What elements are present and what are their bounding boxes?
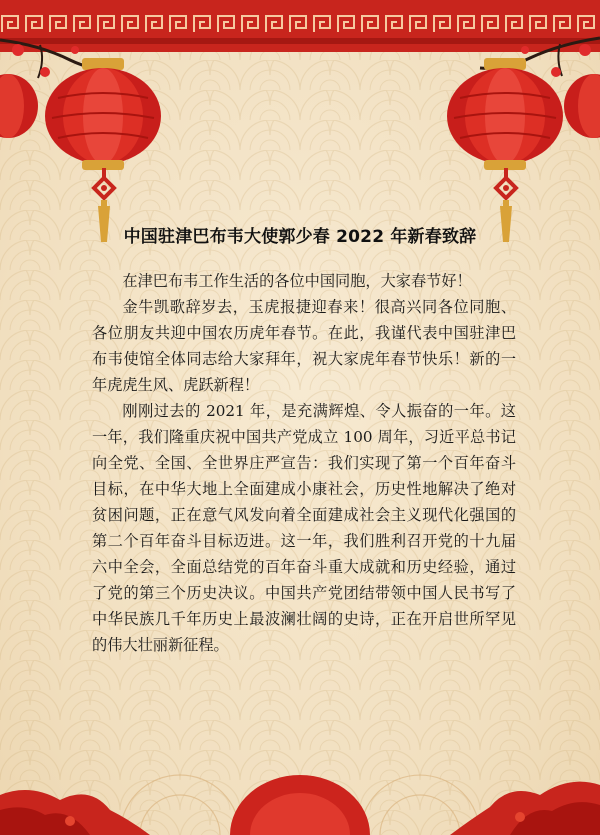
- paragraph: 金牛凯歌辞岁去，玉虎报捷迎春来！很高兴同各位同胞、各位朋友共迎中国农历虎年春节。在此，我谨代表中国驻津巴布韦使馆全体同志给大家拜年，祝大家虎年春节快乐！新的一年虎虎生风、虎跃新程！: [92, 298, 516, 394]
- paragraph: 刚刚过去的 2021 年，是充满辉煌、令人振奋的一年。这一年，我们隆重庆祝中国共产党成立 100 周年，习近平总书记向全党、全国、全世界庄严宣告：我们实现了第一个百年奋斗目标，在中华大地上全面建成小康社会，历史性地解决了绝对贫困问题，正在意气风发向着全面建成社会主义现代化强国的第二个百年奋斗目标迈进。这一年，我们胜利召开党的十九届六中全会，全面总结党的百年奋斗重大成就和历史经验，通过了党的第三个历史决议。中国共产党团结带领中国人民书写了中华民族几千年历史上最波澜壮阔的史诗，正在开启世所罕见的伟大壮丽新征程。: [92, 402, 516, 654]
- lantern-icon: [562, 66, 600, 156]
- page-title: 中国驻津巴布韦大使郭少春 2022 年新春致辞: [123, 227, 477, 247]
- bottom-decoration: [0, 725, 600, 835]
- letter-body: [92, 268, 516, 658]
- lantern-icon: [0, 66, 40, 156]
- greeting-paragraph: 在津巴布韦工作生活的各位中国同胞，大家春节好！: [122, 272, 472, 290]
